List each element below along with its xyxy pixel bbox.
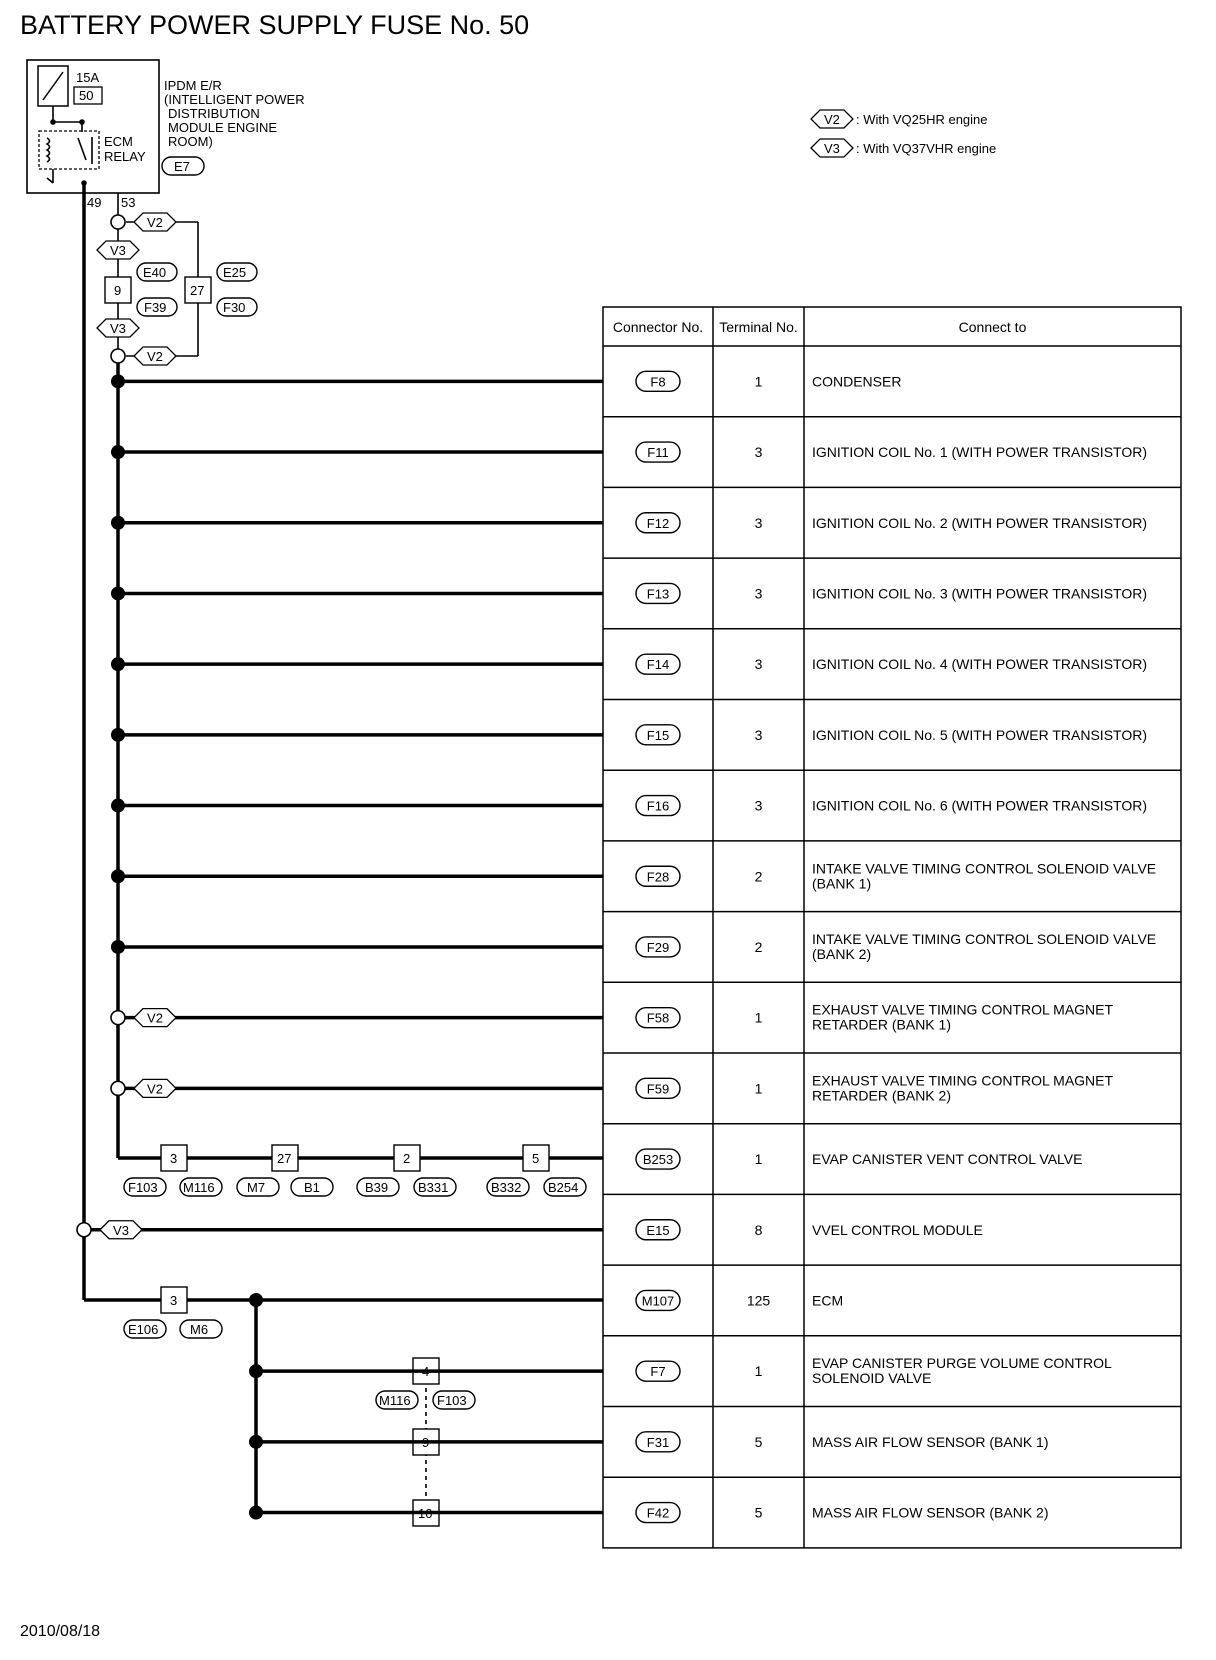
table-connect-to: EXHAUST VALVE TIMING CONTROL MAGNET: [812, 1001, 1114, 1018]
optional-junction: [111, 1011, 125, 1025]
conn-e25-label: E25: [223, 265, 247, 280]
pin-27-label: 27: [190, 283, 205, 298]
inline-pin-10: 10: [418, 1506, 433, 1521]
table-connect-to: MASS AIR FLOW SENSOR (BANK 1): [812, 1433, 1049, 1450]
table-terminal-label: 3: [754, 585, 763, 602]
optional-junction: [111, 1081, 125, 1095]
table-terminal-label: 1: [754, 1080, 763, 1097]
inline-conn-f103-label: F103: [437, 1393, 467, 1408]
table-connect-to: (BANK 1): [812, 875, 872, 892]
table-connector-label: B253: [642, 1152, 674, 1168]
table-connect-to: IGNITION COIL No. 2 (WITH POWER TRANSISTOR): [812, 514, 1147, 531]
connector-table: [603, 307, 1181, 1548]
table-connector-label: F59: [646, 1081, 670, 1097]
ecm-pin-label: 3: [170, 1293, 178, 1308]
table-terminal-label: 2: [754, 868, 763, 885]
table-terminal-label: 1: [754, 1009, 763, 1026]
splice-dot: [111, 516, 125, 530]
table-connector-label: M107: [641, 1293, 675, 1309]
ipdm-label-5: ROOM): [168, 134, 213, 149]
table-connect-to: EXHAUST VALVE TIMING CONTROL MAGNET: [812, 1072, 1114, 1089]
terminal-53-label: 53: [121, 195, 136, 210]
inline-pin-4: 4: [422, 1364, 430, 1379]
table-terminal-label: 3: [754, 726, 763, 743]
chain-conn-b1-label: B1: [304, 1180, 320, 1195]
pin-9-label: 9: [114, 283, 122, 298]
table-header-terminal: Terminal No.: [719, 319, 798, 335]
ecm-chain: [124, 1287, 475, 1526]
table-connect-to: VVEL CONTROL MODULE: [812, 1221, 983, 1238]
conn-f39-label: F39: [144, 300, 167, 315]
legend: [811, 110, 996, 157]
fuse-rating: 15A: [76, 70, 100, 85]
table-terminal-label: 5: [754, 1504, 763, 1521]
table-connect-to: RETARDER (BANK 2): [812, 1087, 951, 1104]
ipdm-connector-label: E7: [174, 159, 190, 174]
splice-dot: [249, 1364, 263, 1378]
splice-dot: [111, 374, 125, 388]
table-connector-label: F31: [646, 1434, 670, 1450]
ipdm-label-2: (INTELLIGENT POWER: [164, 92, 305, 107]
table-connect-to: MASS AIR FLOW SENSOR (BANK 2): [812, 1504, 1049, 1521]
table-connect-to: IGNITION COIL No. 6 (WITH POWER TRANSISTOR): [812, 797, 1147, 814]
table-header-connector: Connector No.: [612, 319, 704, 335]
table-connector-label: F7: [650, 1364, 666, 1380]
b253-pin-3: 2: [403, 1151, 411, 1166]
splice-dot: [111, 940, 125, 954]
chain-conn-b39-label: B39: [365, 1180, 389, 1195]
table-terminal-label: 125: [746, 1292, 771, 1309]
table-connect-to: CONDENSER: [812, 373, 902, 390]
ecm-conn-m6-label: M6: [190, 1322, 209, 1337]
table-terminal-label: 1: [754, 1151, 763, 1168]
junction-hollow-bottom: [111, 349, 125, 363]
table-connector-label: E15: [646, 1222, 670, 1238]
inline-conn-m116-label: M116: [379, 1393, 411, 1408]
branch-tag-f58-label: V2: [147, 1010, 163, 1026]
chain-conn-m116-label: M116: [183, 1180, 215, 1195]
chain-conn-b331-label: B331: [418, 1180, 449, 1195]
b253-chain: [124, 1145, 586, 1196]
splice-dot: [111, 728, 125, 742]
relay-node-dot: [50, 119, 56, 125]
table-terminal-label: 2: [754, 938, 763, 955]
conn-e40-label: E40: [143, 265, 167, 280]
table-terminal-label: 3: [754, 656, 763, 673]
junction-hollow-top: [111, 215, 125, 229]
table-connector-label: F12: [646, 515, 670, 531]
table-connect-to: IGNITION COIL No. 5 (WITH POWER TRANSISTOR): [812, 726, 1147, 743]
table-terminal-label: 1: [754, 1363, 763, 1380]
branch-tag-f59-label: V2: [147, 1081, 163, 1097]
legend-v2-text: : With VQ25HR engine: [856, 112, 988, 127]
table-terminal-label: 8: [754, 1221, 763, 1238]
table-connector-label: F28: [646, 869, 670, 885]
table-header-connect-to: Connect to: [958, 319, 1027, 335]
table-connect-to: RETARDER (BANK 1): [812, 1016, 951, 1033]
terminal-49-label: 49: [87, 195, 102, 210]
diagram-date: 2010/08/18: [20, 1623, 101, 1640]
relay-label-2: RELAY: [104, 149, 146, 164]
ecm-conn-e106-label: E106: [128, 1322, 159, 1337]
splice-dot: [111, 445, 125, 459]
splice-dot: [249, 1435, 263, 1449]
table-connect-to: EVAP CANISTER PURGE VOLUME CONTROL: [812, 1355, 1112, 1372]
tag-v2-bottom-label: V2: [147, 349, 163, 364]
table-terminal-label: 1: [754, 373, 763, 390]
branch-tag-e15-label: V3: [113, 1222, 129, 1238]
table-terminal-label: 5: [754, 1433, 763, 1450]
ipdm-label-1: IPDM E/R: [164, 78, 222, 93]
legend-tag-v2-label: V2: [824, 112, 840, 127]
table-connect-to: INTAKE VALVE TIMING CONTROL SOLENOID VALVE: [812, 930, 1157, 947]
table-terminal-label: 3: [754, 514, 763, 531]
legend-tag-v3-label: V3: [824, 141, 840, 156]
optional-junction: [77, 1223, 91, 1237]
page-title: BATTERY POWER SUPPLY FUSE No. 50: [20, 10, 530, 40]
table-connect-to: IGNITION COIL No. 3 (WITH POWER TRANSISTOR): [812, 585, 1147, 602]
tag-v3-bottom-label: V3: [110, 321, 126, 336]
table-connector-label: F11: [647, 445, 669, 461]
splice-dot: [249, 1293, 263, 1307]
table-connector-label: F8: [650, 374, 666, 390]
table-connector-label: F13: [646, 586, 670, 602]
fuse-number: 50: [79, 88, 94, 103]
table-connector-label: F58: [646, 1010, 670, 1026]
table-connector-label: F16: [646, 798, 670, 814]
ipdm-module: [27, 60, 305, 210]
table-connect-to: IGNITION COIL No. 1 (WITH POWER TRANSISTOR): [812, 444, 1147, 461]
b253-pin-2: 27: [277, 1151, 292, 1166]
table-connect-to: IGNITION COIL No. 4 (WITH POWER TRANSISTOR): [812, 656, 1147, 673]
branch-wires: [77, 374, 603, 1519]
legend-v3-text: : With VQ37VHR engine: [856, 141, 997, 156]
splice-dot: [249, 1506, 263, 1520]
table-connector-label: F15: [646, 727, 670, 743]
tag-v3-top-label: V3: [110, 243, 126, 258]
ipdm-label-4: MODULE ENGINE: [168, 120, 278, 135]
upper-junction: [97, 213, 257, 365]
inline-pin-9: 9: [422, 1435, 430, 1450]
table-connector-label: F14: [646, 657, 670, 673]
table-connect-to: EVAP CANISTER VENT CONTROL VALVE: [812, 1151, 1083, 1168]
splice-dot: [111, 799, 125, 813]
chain-conn-m7-label: M7: [247, 1180, 266, 1195]
b253-pin-4: 5: [532, 1151, 540, 1166]
chain-conn-b254-label: B254: [548, 1180, 579, 1195]
conn-f30-label: F30: [223, 300, 246, 315]
splice-dot: [111, 657, 125, 671]
table-connector-label: F29: [646, 939, 670, 955]
chain-conn-f103-label: F103: [128, 1180, 158, 1195]
splice-dot: [111, 869, 125, 883]
chain-conn-b332-label: B332: [491, 1180, 522, 1195]
table-terminal-label: 3: [754, 444, 763, 461]
b253-pin-1: 3: [170, 1151, 178, 1166]
table-terminal-label: 3: [754, 797, 763, 814]
splice-dot: [111, 586, 125, 600]
ipdm-label-3: DISTRIBUTION: [168, 106, 260, 121]
table-connect-to: INTAKE VALVE TIMING CONTROL SOLENOID VALVE: [812, 860, 1157, 877]
relay-label-1: ECM: [104, 134, 133, 149]
table-connect-to: ECM: [812, 1292, 844, 1309]
tag-v2-top-label: V2: [147, 215, 163, 230]
table-connect-to: (BANK 2): [812, 945, 872, 962]
table-connect-to: SOLENOID VALVE: [812, 1370, 932, 1387]
table-connector-label: F42: [646, 1505, 670, 1521]
